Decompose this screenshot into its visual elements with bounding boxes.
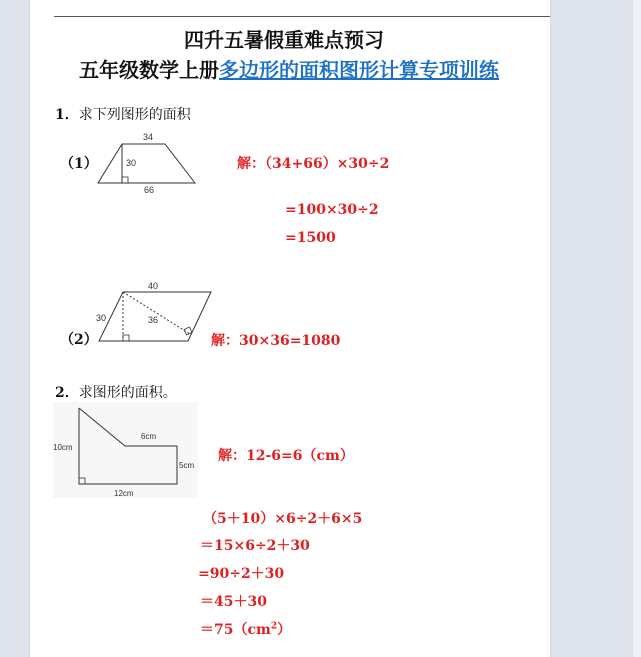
parallelogram-side-label: 30	[96, 313, 107, 323]
parallelogram-figure	[92, 278, 214, 346]
q2-answer-first: 解：12-6=6（cm）	[218, 448, 354, 464]
figure-right-label: 5cm	[179, 461, 195, 470]
scrollbar[interactable]	[633, 0, 641, 657]
question-2-number: 2．	[55, 385, 79, 401]
q2-step-5-close: ）	[277, 622, 292, 638]
q1-part2-answer: 解：30×36=1080	[211, 333, 341, 349]
q1-part1-answer-line3: =1500	[285, 230, 336, 246]
trapezoid-height-label: 30	[126, 158, 137, 168]
parallelogram-top-label: 40	[148, 281, 159, 291]
subtitle-prefix: 五年级数学上册	[79, 58, 219, 82]
q2-step-5	[200, 619, 291, 639]
header-rule	[54, 16, 550, 17]
figure-left-label: 10cm	[53, 443, 73, 452]
q1-part1-label: （1）	[60, 156, 98, 172]
q1-part1-answer-line2: =100×30÷2	[285, 202, 379, 218]
question-1-number: 1．	[55, 107, 79, 123]
q2-step-5-sup: 2	[270, 621, 278, 632]
subtitle-link[interactable]: 多边形的面积图形计算专项训练	[219, 58, 499, 82]
trapezoid-figure	[92, 128, 202, 196]
composite-figure	[53, 402, 198, 498]
q2-step-1: （5＋10）×6÷2＋6×5	[203, 511, 363, 527]
q1-part1-answer-line1: 解：（34+66）×30÷2	[237, 156, 390, 172]
parallelogram-height-label: 36	[148, 315, 159, 325]
q2-step-5-text: ＝75（cm	[200, 622, 271, 638]
q2-step-4: ＝45＋30	[200, 594, 267, 610]
q1-part2-label: （2）	[60, 332, 98, 348]
q2-step-3: =90÷2＋30	[198, 566, 285, 582]
parallelogram-side-height-line	[123, 292, 190, 334]
question-2-prompt: 求图形的面积。	[78, 385, 177, 401]
right-angle-mark-bottom	[123, 335, 129, 341]
question-1	[55, 104, 191, 124]
right-angle-mark	[122, 177, 128, 183]
figure-bottom-label: 12cm	[114, 489, 134, 498]
trapezoid-bottom-label: 66	[144, 185, 155, 195]
page-subtitle	[0, 54, 578, 83]
trapezoid-shape	[98, 144, 195, 183]
q2-step-2: ＝15×6÷2＋30	[200, 538, 310, 554]
question-1-prompt: 求下列图形的面积	[78, 107, 191, 123]
trapezoid-top-label: 34	[143, 132, 154, 142]
figure-top-label: 6cm	[141, 432, 157, 441]
question-2	[55, 382, 177, 402]
page-title: 四升五暑假重难点预习	[184, 28, 384, 52]
